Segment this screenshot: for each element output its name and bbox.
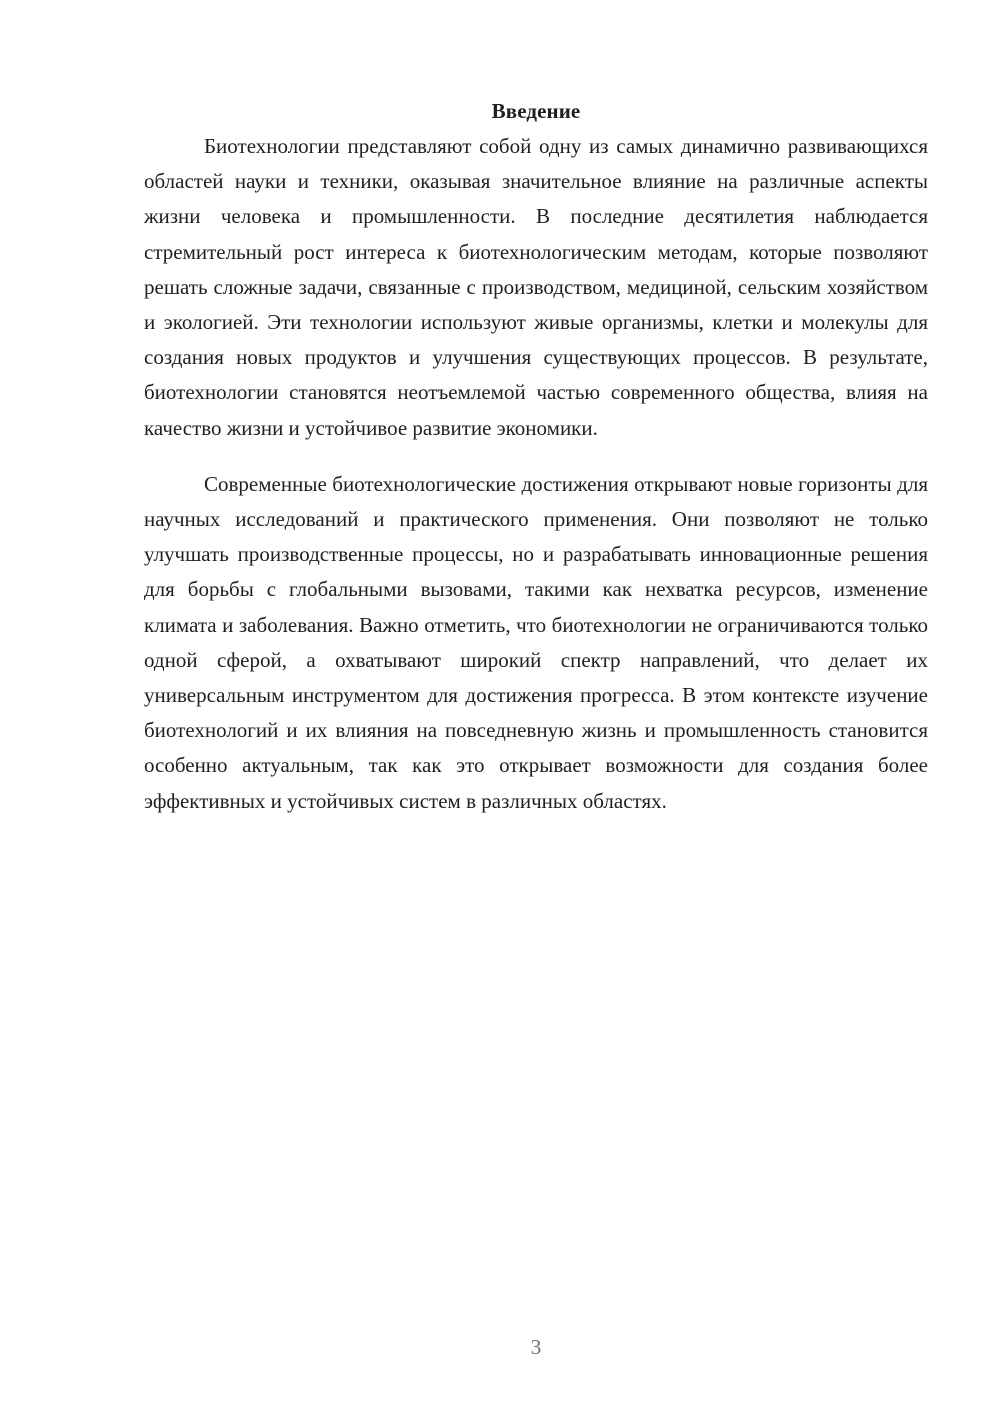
paragraph-2: Современные биотехнологические достижения открывают новые горизонты для научных исследований и практического применения. Они позволяют не только улучшать производственные процессы, но и разрабатывать инновационные решения для борьбы с глобальными вызовами, такими как нехватка ресурсов, изменение климата и заболевания. Важно отметить, что биотехнологии не ограничиваются только одной сферой, а охватывают широкий спектр направлений, что делает их универсальным инструментом для достижения прогресса. В этом контексте изучение биотехнологий и их влияния на повседневную жизнь и промышленность становится особенно актуальным, так как это открывает возможности для создания более эффективных и устойчивых систем в различных областях. — [144, 471, 928, 813]
page-body — [144, 96, 928, 819]
paragraph-1: Биотехнологии представляют собой одну из самых динамично развивающихся областей науки и техники, оказывая значительное влияние на различные аспекты жизни человека и промышленности. В последние десятилетия наблюдается стремительный рост интереса к биотехнологическим методам, которые позволяют решать сложные задачи, связанные с производством, медициной, сельским хозяйством и экологией. Эти технологии используют живые организмы, клетки и молекулы для создания новых продуктов и улучшения существующих процессов. В результате, биотехнологии становятся неотъемлемой частью современного общества, влияя на качество жизни и устойчивое развитие экономики. — [144, 134, 928, 440]
page-number: 3 — [530, 1335, 542, 1359]
section-heading: Введение — [491, 99, 581, 123]
